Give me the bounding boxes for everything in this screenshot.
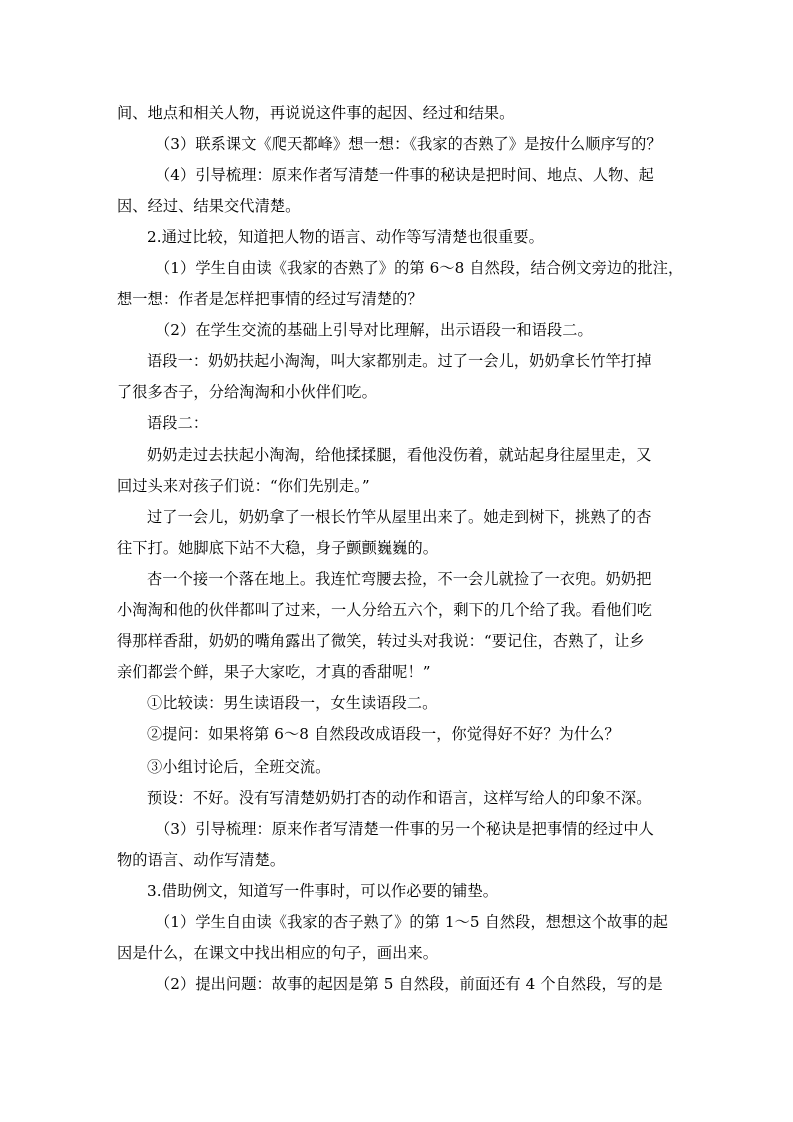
text-line: 预设：不好。没有写清楚奶奶打杏的动作和语言，这样写给人的印象不深。 [147, 789, 652, 807]
text-line: 了很多杏子，分给淘淘和小伙伴们吃。 [117, 383, 377, 401]
text-line: 间、地点和相关人物，再说说这件事的起因、经过和结果。 [117, 104, 515, 122]
text-line: 语段一：奶奶扶起小淘淘，叫大家都别走。过了一会儿，奶奶拿长竹竿打掉 [147, 352, 652, 370]
text-line: 2.通过比较，知道把人物的语言、动作等写清楚也很重要。 [147, 228, 544, 246]
text-line: 想一想：作者是怎样把事情的经过写清楚的？ [117, 290, 423, 308]
text-line: 杏一个接一个落在地上。我连忙弯腰去捡，不一会儿就捡了一衣兜。奶奶把 [147, 570, 652, 588]
text-line: （1）学生自由读《我家的杏熟了》的第 6～8 自然段，结合例文旁边的批注， [155, 259, 684, 277]
text-line: 语段二： [147, 414, 209, 432]
text-line: 3.借助例文，知道写一件事时，可以作必要的铺垫。 [147, 882, 499, 900]
text-line: （3）联系课文《爬天都峰》想一想：《我家的杏熟了》是按什么顺序写的？ [155, 135, 662, 153]
text-line: 得那样香甜，奶奶的嘴角露出了微笑，转过头对我说：“要记住，杏熟了，让乡 [117, 632, 645, 650]
text-line: 因是什么，在课文中找出相应的句子，画出来。 [117, 944, 439, 962]
text-line: （1）学生自由读《我家的杏子熟了》的第 1～5 自然段，想想这个故事的起 [155, 913, 669, 931]
text-line: 因、经过、结果交代清楚。 [117, 197, 301, 215]
text-line: ①比较读：男生读语段一，女生读语段二。 [147, 694, 438, 712]
text-line: 奶奶走过去扶起小淘淘，给他揉揉腿，看他没伤着，就站起身往屋里走，又 [147, 446, 652, 464]
text-line: （4）引导梳理：原来作者写清楚一件事的秘诀是把时间、地点、人物、起 [155, 166, 654, 184]
text-line: 往下打。她脚底下站不大稳，身子颤颤巍巍的。 [117, 539, 439, 557]
text-line: 回过头来对孩子们说：“你们先别走。” [117, 477, 370, 495]
text-line: ③小组讨论后，全班交流。 [147, 758, 331, 776]
text-line: 小淘淘和他的伙伴都叫了过来，一人分给五六个，剩下的几个给了我。看他们吃 [117, 601, 653, 619]
text-line: （2）在学生交流的基础上引导对比理解，出示语段一和语段二。 [155, 321, 593, 339]
text-line: （3）引导梳理：原来作者写清楚一件事的另一个秘诀是把事情的经过中人 [155, 820, 654, 838]
text-line: 亲们都尝个鲜，果子大家吃，才真的香甜呢！” [117, 663, 431, 681]
text-line: 物的语言、动作写清楚。 [117, 851, 286, 869]
text-line: 过了一会儿，奶奶拿了一根长竹竿从屋里出来了。她走到树下，挑熟了的杏 [147, 508, 652, 526]
text-line: （2）提出问题：故事的起因是第 5 自然段，前面还有 4 个自然段，写的是 [155, 975, 663, 993]
text-line: ②提问：如果将第 6～8 自然段改成语段一，你觉得好不好？为什么？ [147, 725, 620, 743]
